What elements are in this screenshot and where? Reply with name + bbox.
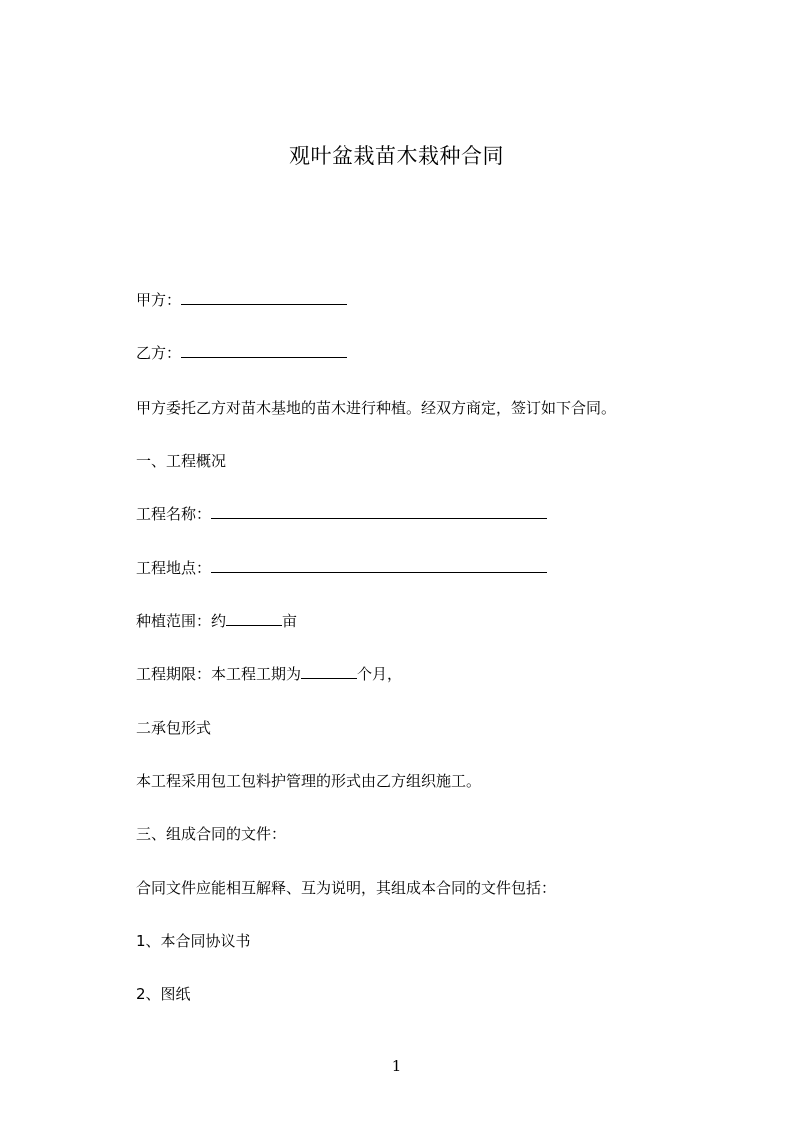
duration-line [136,663,402,685]
section-1-heading: 一、工程概况 [136,452,227,470]
section-2-heading: 二承包形式 [136,719,212,737]
party-a-line [136,289,347,311]
duration-suffix: 个月， [357,665,403,683]
party-b-blank [181,342,347,358]
planting-scope-unit: 亩 [282,612,298,630]
list-item-2: 2、图纸 [136,985,191,1003]
duration-blank [301,663,357,679]
project-name-line [136,503,547,525]
planting-scope-line [136,610,297,632]
planting-scope-prefix: 种植范围：约 [136,612,227,630]
party-b-line [136,342,347,364]
intro-paragraph: 甲方委托乙方对苗木基地的苗木进行种植。经双方商定，签订如下合同。 [136,399,617,417]
project-name-label: 工程名称： [136,505,212,523]
project-location-blank [211,557,547,573]
section-2-paragraph: 本工程采用包工包料护管理的形式由乙方组织施工。 [136,772,482,790]
project-name-blank [211,503,547,519]
party-b-label: 乙方： [136,344,182,362]
party-a-blank [181,289,347,305]
document-title: 观叶盆栽苗木栽种合同 [289,144,504,168]
list-item-1: 1、本合同协议书 [136,932,251,950]
project-location-label: 工程地点： [136,559,212,577]
project-location-line [136,557,547,579]
section-3-heading: 三、组成合同的文件： [136,825,287,843]
duration-prefix: 工程期限：本工程工期为 [136,665,302,683]
section-3-paragraph: 合同文件应能相互解释、互为说明，其组成本合同的文件包括： [136,879,557,897]
page-number: 1 [391,1057,402,1075]
party-a-label: 甲方： [136,291,182,309]
planting-scope-blank [226,610,282,626]
